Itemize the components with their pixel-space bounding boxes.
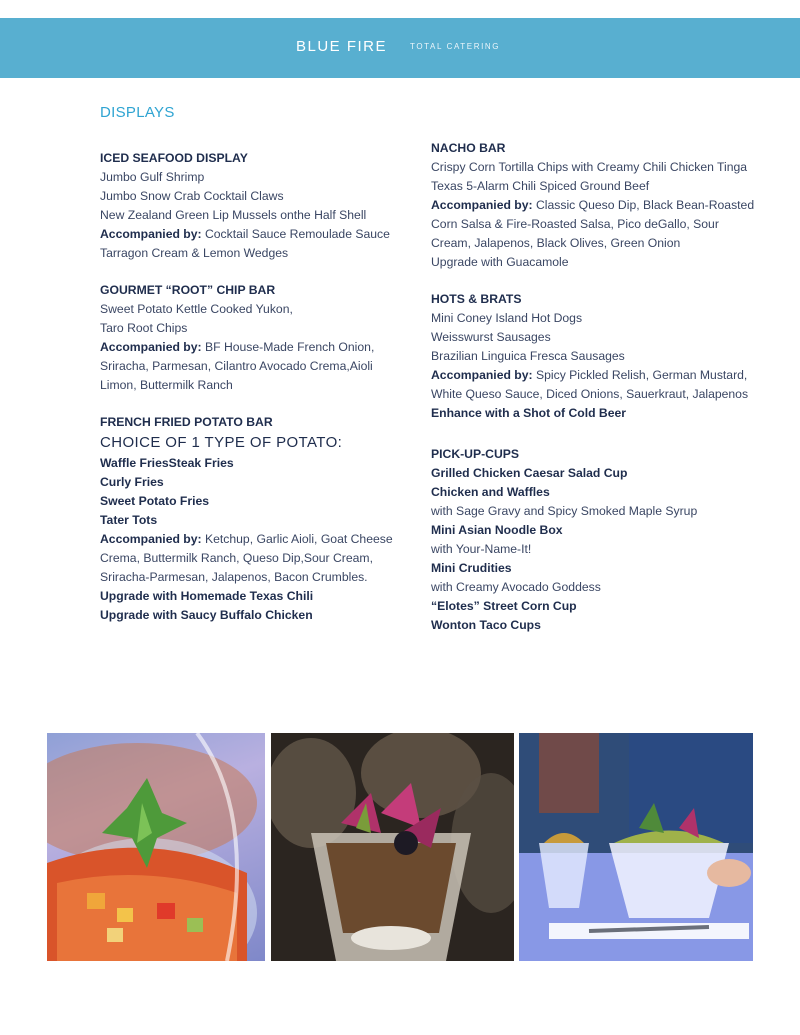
accompaniment-text: Classic Queso Dip, Black Bean-Roasted (532, 198, 755, 212)
brand-logo: BLUE FIRE (296, 38, 388, 55)
section-title: DISPLAYS (100, 104, 175, 121)
accompanied-label: Accompanied by: (431, 198, 533, 212)
right-column (431, 139, 755, 635)
menu-item: Mini Coney Island Hot Dogs (431, 311, 583, 325)
root-chip-block (100, 281, 400, 395)
fries-choice: CHOICE OF 1 TYPE OF POTATO: (100, 434, 343, 451)
gazpacho-illustration (47, 733, 265, 961)
upgrade-line: Upgrade with Homemade Texas Chili (100, 589, 314, 603)
menu-item: Grilled Chicken Caesar Salad Cup (431, 466, 628, 480)
menu-item: Taro Root Chips (100, 321, 188, 335)
iced-seafood-block (100, 149, 400, 263)
accompaniment-text: Ketchup, Garlic Aioli, Goat Cheese (201, 532, 393, 546)
accompanied-label: Accompanied by: (431, 368, 533, 382)
accompaniment-text: Limon, Buttermilk Ranch (100, 378, 233, 392)
accompaniment-text: Spicy Pickled Relish, German Mustard, (532, 368, 748, 382)
menu-item: Texas 5-Alarm Chili Spiced Ground Beef (431, 179, 650, 193)
salad-cups-illustration (271, 733, 514, 961)
chef-plating-illustration (519, 733, 753, 961)
menu-item: “Elotes” Street Corn Cup (431, 599, 577, 613)
enhance-line: Enhance with a Shot of Cold Beer (431, 406, 627, 420)
accompaniment-line (431, 196, 755, 215)
accompaniment-line (431, 366, 748, 385)
menu-item: Wonton Taco Cups (431, 618, 541, 632)
accompaniment-text: Sriracha, Parmesan, Cilantro Avocado Crema,Aioli (100, 359, 373, 373)
accompaniment-text: Cream, Jalapenos, Black Olives, Green Onion (431, 236, 681, 250)
upgrade-line: Upgrade with Saucy Buffalo Chicken (100, 608, 313, 622)
menu-item: Tater Tots (100, 513, 158, 527)
salad-cups-photo (271, 733, 514, 961)
gazpacho-glass-photo (47, 733, 265, 961)
hots-block (431, 290, 749, 423)
menu-item: Mini Asian Noodle Box (431, 523, 563, 537)
hots-heading: HOTS & BRATS (431, 292, 522, 306)
menu-item: New Zealand Green Lip Mussels onthe Half Shell (100, 208, 367, 222)
accompanied-label: Accompanied by: (100, 340, 202, 354)
nacho-block (431, 139, 755, 272)
accompaniment-text: White Queso Sauce, Diced Onions, Sauerkraut, Jalapenos (431, 387, 749, 401)
accompaniment-text: Sriracha-Parmesan, Jalapenos, Bacon Crumbles. (100, 570, 368, 584)
iced-seafood-heading: ICED SEAFOOD DISPLAY (100, 151, 248, 165)
upgrade-line: Upgrade with Guacamole (431, 255, 569, 269)
menu-item: Chicken and Waffles (431, 485, 550, 499)
menu-item: Curly Fries (100, 475, 164, 489)
fries-block (100, 413, 400, 625)
cups-block (431, 445, 731, 635)
accompaniment-text: BF House-Made French Onion, (201, 340, 375, 354)
menu-item: Jumbo Gulf Shrimp (100, 170, 205, 184)
menu-item-note: with Sage Gravy and Spicy Smoked Maple Syrup (431, 504, 698, 518)
menu-item: Crispy Corn Tortilla Chips with Creamy Chili Chicken Tinga (431, 160, 748, 174)
accompanied-label: Accompanied by: (100, 532, 202, 546)
left-column (100, 149, 400, 625)
accompaniment-line (100, 338, 400, 357)
menu-item: Brazilian Linguica Fresca Sausages (431, 349, 625, 363)
menu-item: Jumbo Snow Crab Cocktail Claws (100, 189, 284, 203)
accompaniment-text: Cocktail Sauce Remoulade Sauce (201, 227, 390, 241)
menu-item: Waffle FriesSteak Fries (100, 456, 234, 470)
menu-item: Sweet Potato Fries (100, 494, 210, 508)
root-chip-heading: GOURMET “ROOT” CHIP BAR (100, 283, 276, 297)
menu-item: Weisswurst Sausages (431, 330, 551, 344)
header-banner (0, 18, 800, 78)
menu-item: Mini Crudities (431, 561, 512, 575)
accompaniment-text: Tarragon Cream & Lemon Wedges (100, 246, 289, 260)
nacho-heading: NACHO BAR (431, 141, 506, 155)
menu-item: Sweet Potato Kettle Cooked Yukon, (100, 302, 293, 316)
accompaniment-text: Crema, Buttermilk Ranch, Queso Dip,Sour Cream, (100, 551, 373, 565)
brand-tagline: TOTAL CATERING (410, 42, 501, 51)
chef-plating-photo (519, 733, 753, 961)
menu-item-note: with Creamy Avocado Goddess (431, 580, 601, 594)
accompanied-label: Accompanied by: (100, 227, 202, 241)
cups-heading: PICK-UP-CUPS (431, 447, 520, 461)
accompaniment-text: Corn Salsa & Fire-Roasted Salsa, Pico deGallo, Sour (431, 217, 719, 231)
menu-item-note: with Your-Name-It! (431, 542, 532, 556)
accompaniment-line (100, 530, 400, 549)
fries-heading: FRENCH FRIED POTATO BAR (100, 415, 273, 429)
accompaniment-line (100, 225, 400, 244)
